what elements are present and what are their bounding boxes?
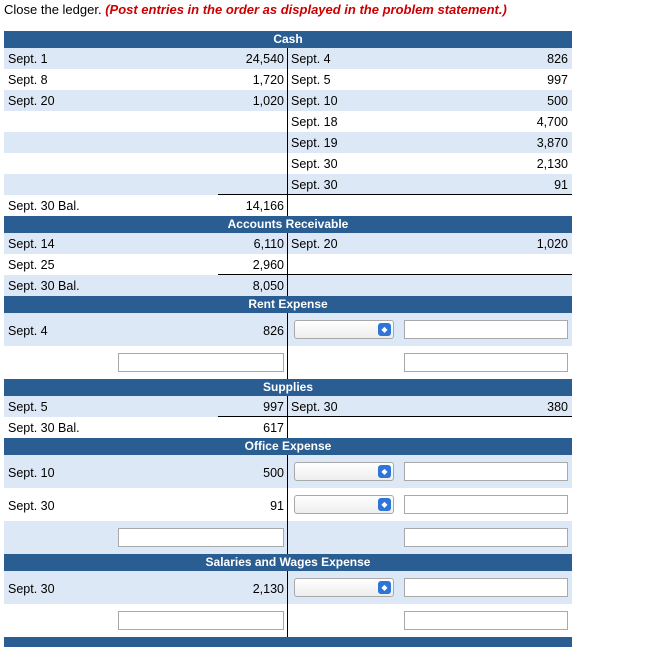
account-header-supplies: Supplies — [4, 379, 572, 396]
table-row: Sept. 4 826 ◆ — [4, 313, 572, 346]
office-credit-balance-input[interactable] — [404, 528, 568, 547]
salaries-debit-balance-input[interactable] — [118, 611, 284, 630]
rent-credit-amount-input[interactable] — [404, 320, 568, 339]
salaries-credit-account-select[interactable] — [294, 578, 394, 597]
table-row: Sept. 8 1,720 Sept. 5 997 — [4, 69, 572, 90]
chevron-updown-icon: ◆ — [378, 323, 391, 336]
table-row: Sept. 20 1,020 Sept. 10 500 — [4, 90, 572, 111]
account-header-rent-expense: Rent Expense — [4, 296, 572, 313]
office-credit-account-select-1[interactable] — [294, 462, 394, 481]
table-row: Sept. 25 2,960 — [4, 254, 572, 275]
account-header-next — [4, 637, 572, 647]
table-row: Sept. 30 Bal. 8,050 — [4, 275, 572, 296]
rent-credit-balance-input[interactable] — [404, 353, 568, 372]
instruction-highlight: (Post entries in the order as displayed in the problem statement.) — [105, 2, 507, 17]
table-row: Sept. 10 500 ◆ — [4, 455, 572, 488]
office-credit-amount-input-1[interactable] — [404, 462, 568, 481]
table-row — [4, 346, 572, 379]
table-row — [4, 604, 572, 637]
rent-debit-balance-input[interactable] — [118, 353, 284, 372]
table-row: Sept. 30 2,130 — [4, 153, 572, 174]
table-row — [4, 521, 572, 554]
table-row: Sept. 19 3,870 — [4, 132, 572, 153]
chevron-updown-icon: ◆ — [378, 498, 391, 511]
table-row: Sept. 1 24,540 Sept. 4 826 — [4, 48, 572, 69]
office-credit-amount-input-2[interactable] — [404, 495, 568, 514]
table-row: Sept. 30 Bal. 617 — [4, 417, 572, 438]
account-header-salaries-wages-expense: Salaries and Wages Expense — [4, 554, 572, 571]
instruction — [4, 2, 507, 17]
account-header-accounts-receivable: Accounts Receivable — [4, 216, 572, 233]
instruction-text: Close the ledger. — [4, 2, 106, 17]
table-row: Sept. 5 997 Sept. 30 380 — [4, 396, 572, 417]
chevron-updown-icon: ◆ — [378, 581, 391, 594]
account-header-office-expense: Office Expense — [4, 438, 572, 455]
table-row: Sept. 30 91 — [4, 174, 572, 195]
table-row: Sept. 14 6,110 Sept. 20 1,020 — [4, 233, 572, 254]
chevron-updown-icon: ◆ — [378, 465, 391, 478]
table-row: Sept. 30 2,130 ◆ — [4, 571, 572, 604]
salaries-credit-balance-input[interactable] — [404, 611, 568, 630]
office-debit-balance-input[interactable] — [118, 528, 284, 547]
table-row: Sept. 18 4,700 — [4, 111, 572, 132]
ledger — [4, 31, 572, 647]
table-row: Sept. 30 Bal. 14,166 — [4, 195, 572, 216]
rent-credit-account-select[interactable] — [294, 320, 394, 339]
table-row: Sept. 30 91 ◆ — [4, 488, 572, 521]
account-header-cash: Cash — [4, 31, 572, 48]
salaries-credit-amount-input[interactable] — [404, 578, 568, 597]
office-credit-account-select-2[interactable] — [294, 495, 394, 514]
